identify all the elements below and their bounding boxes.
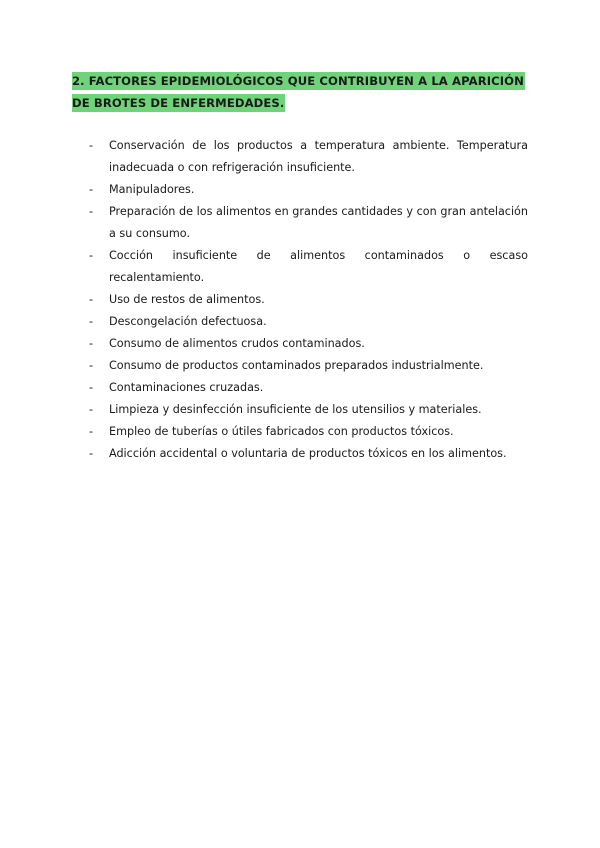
list-item (89, 289, 528, 311)
bullet-dash: - (89, 337, 94, 350)
list-item (89, 377, 528, 399)
list-item-text: Uso de restos de alimentos. (109, 293, 265, 306)
list-item-text: Consumo de productos contaminados preparados industrialmente. (109, 359, 484, 372)
list-item-text: Manipuladores. (109, 183, 195, 196)
list-item-text: Contaminaciones cruzadas. (109, 381, 264, 394)
list-item-text: Conservación de los productos a temperatura ambiente. Temperatura inadecuada o con refrigeración insuficiente. (109, 139, 528, 174)
section-heading (72, 70, 528, 114)
heading-line-1: 2. FACTORES EPIDEMIOLÓGICOS QUE CONTRIBUYEN A LA APARICIÓN (72, 74, 524, 88)
bullet-dash: - (89, 183, 94, 196)
list-item (89, 399, 528, 421)
bullet-dash: - (89, 205, 94, 218)
list-item (89, 443, 528, 465)
bullet-dash: - (89, 359, 94, 372)
factors-list (89, 135, 528, 465)
list-item (89, 311, 528, 333)
list-item (89, 421, 528, 443)
list-item-text: Adicción accidental o voluntaria de productos tóxicos en los alimentos. (109, 447, 507, 460)
list-item-text: Cocción insuficiente de alimentos contaminados o escaso recalentamiento. (109, 249, 528, 284)
list-item (89, 333, 528, 355)
list-item-text: Preparación de los alimentos en grandes cantidades y con gran antelación a su consumo. (109, 205, 528, 240)
list-item (89, 179, 528, 201)
bullet-dash: - (89, 381, 94, 394)
list-item (89, 135, 528, 179)
list-item-text: Limpieza y desinfección insuficiente de los utensilios y materiales. (109, 403, 482, 416)
bullet-dash: - (89, 293, 94, 306)
bullet-dash: - (89, 425, 94, 438)
bullet-dash: - (89, 315, 94, 328)
list-item (89, 201, 528, 245)
bullet-dash: - (89, 403, 94, 416)
list-item (89, 245, 528, 289)
bullet-dash: - (89, 139, 94, 152)
bullet-dash: - (89, 249, 94, 262)
list-item-text: Empleo de tuberías o útiles fabricados con productos tóxicos. (109, 425, 454, 438)
list-item-text: Descongelación defectuosa. (109, 315, 267, 328)
list-item-text: Consumo de alimentos crudos contaminados. (109, 337, 365, 350)
list-item (89, 355, 528, 377)
heading-line-2: DE BROTES DE ENFERMEDADES. (72, 96, 285, 110)
bullet-dash: - (89, 447, 94, 460)
